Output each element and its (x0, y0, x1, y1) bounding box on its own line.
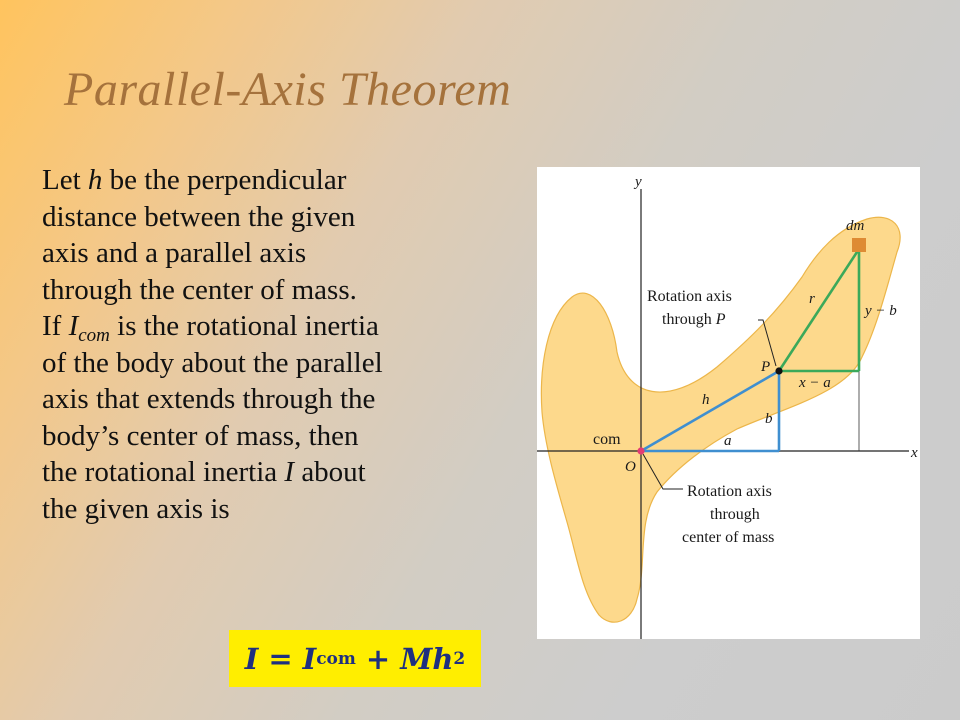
dm-label: dm (846, 218, 865, 234)
formula-icom: I (302, 641, 317, 676)
callout-com-line3: center of mass (682, 529, 775, 546)
origin-label: O (625, 459, 636, 475)
parallel-axis-figure (537, 167, 920, 639)
formula-mass: M (400, 641, 433, 676)
rigid-body-shape (541, 217, 900, 622)
a-label: a (724, 433, 732, 449)
h-label: h (702, 392, 710, 408)
x-minus-a-label: x − a (799, 375, 831, 391)
text-line: If $I_{com}$ is the rotational inertia (42, 310, 379, 346)
p-label: P (761, 359, 771, 375)
y-axis-label: y (635, 174, 642, 190)
x-axis-label: x (911, 445, 918, 461)
text-line: axis that extends through the (42, 383, 376, 415)
body-text (42, 162, 492, 527)
r-label: r (809, 291, 815, 307)
formula-lhs: I (244, 641, 259, 676)
text-line: distance between the given (42, 200, 356, 233)
formula-plus: + (365, 641, 391, 676)
formula-equals: = (268, 641, 293, 676)
callout-p-line1: Rotation axis (647, 288, 732, 305)
y-minus-b-label: y − b (865, 303, 897, 319)
callout-com-line2: through (710, 506, 760, 523)
text-line: the given axis is (42, 492, 230, 525)
figure-svg (537, 167, 920, 639)
dm-square (852, 238, 866, 252)
point-p (775, 367, 782, 374)
text-line: of the body about the parallel (42, 346, 383, 379)
text-line: through the center of mass. (42, 273, 357, 306)
text-line: axis and a parallel axis (42, 237, 307, 269)
point-com (637, 447, 644, 454)
formula-dist: h (432, 641, 454, 676)
callout-p-line2: through P (662, 311, 726, 328)
callout-com-line1: Rotation axis (687, 483, 772, 500)
com-label: com (593, 431, 621, 448)
slide-title: Parallel-Axis Theorem (64, 63, 512, 116)
text-line: body’s center of mass, then (42, 419, 359, 452)
text-line: Let h be the perpendicular (42, 164, 347, 196)
text-line: the rotational inertia I about (42, 456, 366, 488)
formula-box: I = I com + M h 2 (229, 630, 481, 687)
b-label: b (765, 411, 773, 427)
